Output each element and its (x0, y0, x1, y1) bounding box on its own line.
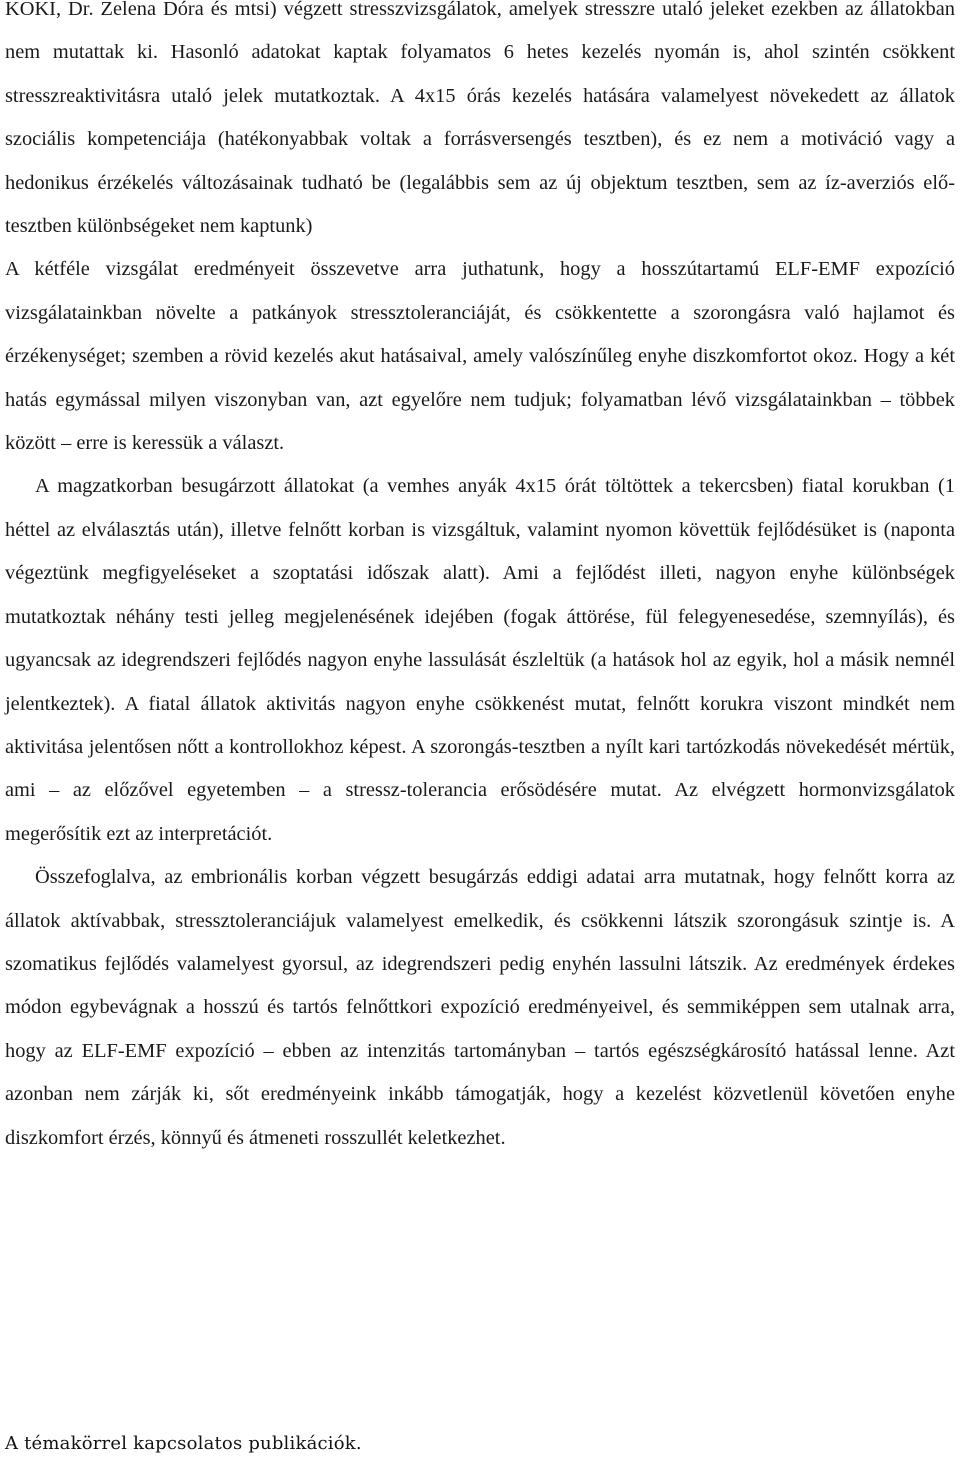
paragraph-comparison: A kétféle vizsgálat eredményeit összevetve arra juthatunk, hogy a hosszútartamú ELF-EMF expozíció vizsgálatainkban növelte a patkányok stressztoleranciáját, és csökkentette a szorongásra való hajlamot és érzékenységet; szemben a rövid kezelés akut hatásaival, amely valószínűleg enyhe diszkomfortot okoz. Hogy a két hatás egymással milyen viszonyban van, azt egyelőre nem tudjuk; folyamatban lévő vizsgálatainkban – többek között – erre is keressük a választ. (5, 258, 955, 455)
publications-heading: A témakörrel kapcsolatos publikációk. (5, 1433, 362, 1454)
document-body (5, 0, 955, 1160)
paragraph-prenatal-exposure: A magzatkorban besugárzott állatokat (a vemhes anyák 4x15 órát töltöttek a tekercsben) fiatal korukban (1 héttel az elválasztás után), illetve felnőtt korban is vizsgáltuk, valamint nyomon követtük fejlődésüket is (naponta végeztünk megfigyeléseket a szoptatási időszak alatt). Ami a fejlődést illeti, nagyon enyhe különbségek mutatkoztak néhány testi jelleg megjelenésének idejében (fogak áttörése, fül felegyenesedése, szemnyílás), és ugyancsak az idegrendszeri fejlődés nagyon enyhe lassulását észleltük (a hatások hol az egyik, hol a másik nemnél jelentkeztek). A fiatal állatok aktivitás nagyon enyhe csökkenést mutat, felnőtt korukra viszont mindkét nem aktivitása jelentősen nőtt a kontrollokhoz képest. A szorongás-tesztben a nyílt kari tartózkodás növekedését mértük, ami – az előzővel egyetemben – a stressz-tolerancia erősödésére mutat. Az elvégzett hormonvizsgálatok megerősítik ezt az interpretációt. (5, 475, 955, 845)
paragraph-stress-tests: KOKI, Dr. Zelena Dóra és mtsi) végzett stresszvizsgálatok, amelyek stresszre utaló jeleket ezekben az állatokban nem mutattak ki. Hasonló adatokat kaptak folyamatos 6 hetes kezelés nyomán is, ahol szintén csökkent stresszreaktivitásra utaló jelek mutatkoztak. A 4x15 órás kezelés hatására valamelyest növekedett az állatok szociális kompetenciája (hatékonyabbak voltak a forrásversengés tesztben), és ez nem a motiváció vagy a hedonikus érzékelés változásainak tudható be (legalábbis sem az új objektum tesztben, sem az íz-averziós elő-tesztben különbségeket nem kaptunk) (5, 0, 955, 238)
paragraph-summary: Összefoglalva, az embrionális korban végzett besugárzás eddigi adatai arra mutatnak, hogy felnőtt korra az állatok aktívabbak, stressztoleranciájuk valamelyest emelkedik, és csökkenni látszik szorongásuk szintje is. A szomatikus fejlődés valamelyest gyorsul, az idegrendszeri pedig enyhén lassulni látszik. Az eredmények érdekes módon egybevágnak a hosszú és tartós felnőttkori expozíció eredményeivel, és semmiképpen sem utalnak arra, hogy az ELF-EMF expozíció – ebben az intenzitás tartományban – tartós egészségkárosító hatással lenne. Azt azonban nem zárják ki, sőt eredményeink inkább támogatják, hogy a kezelést közvetlenül követően enyhe diszkomfort érzés, könnyű és átmeneti rosszullét keletkezhet. (5, 866, 955, 1149)
